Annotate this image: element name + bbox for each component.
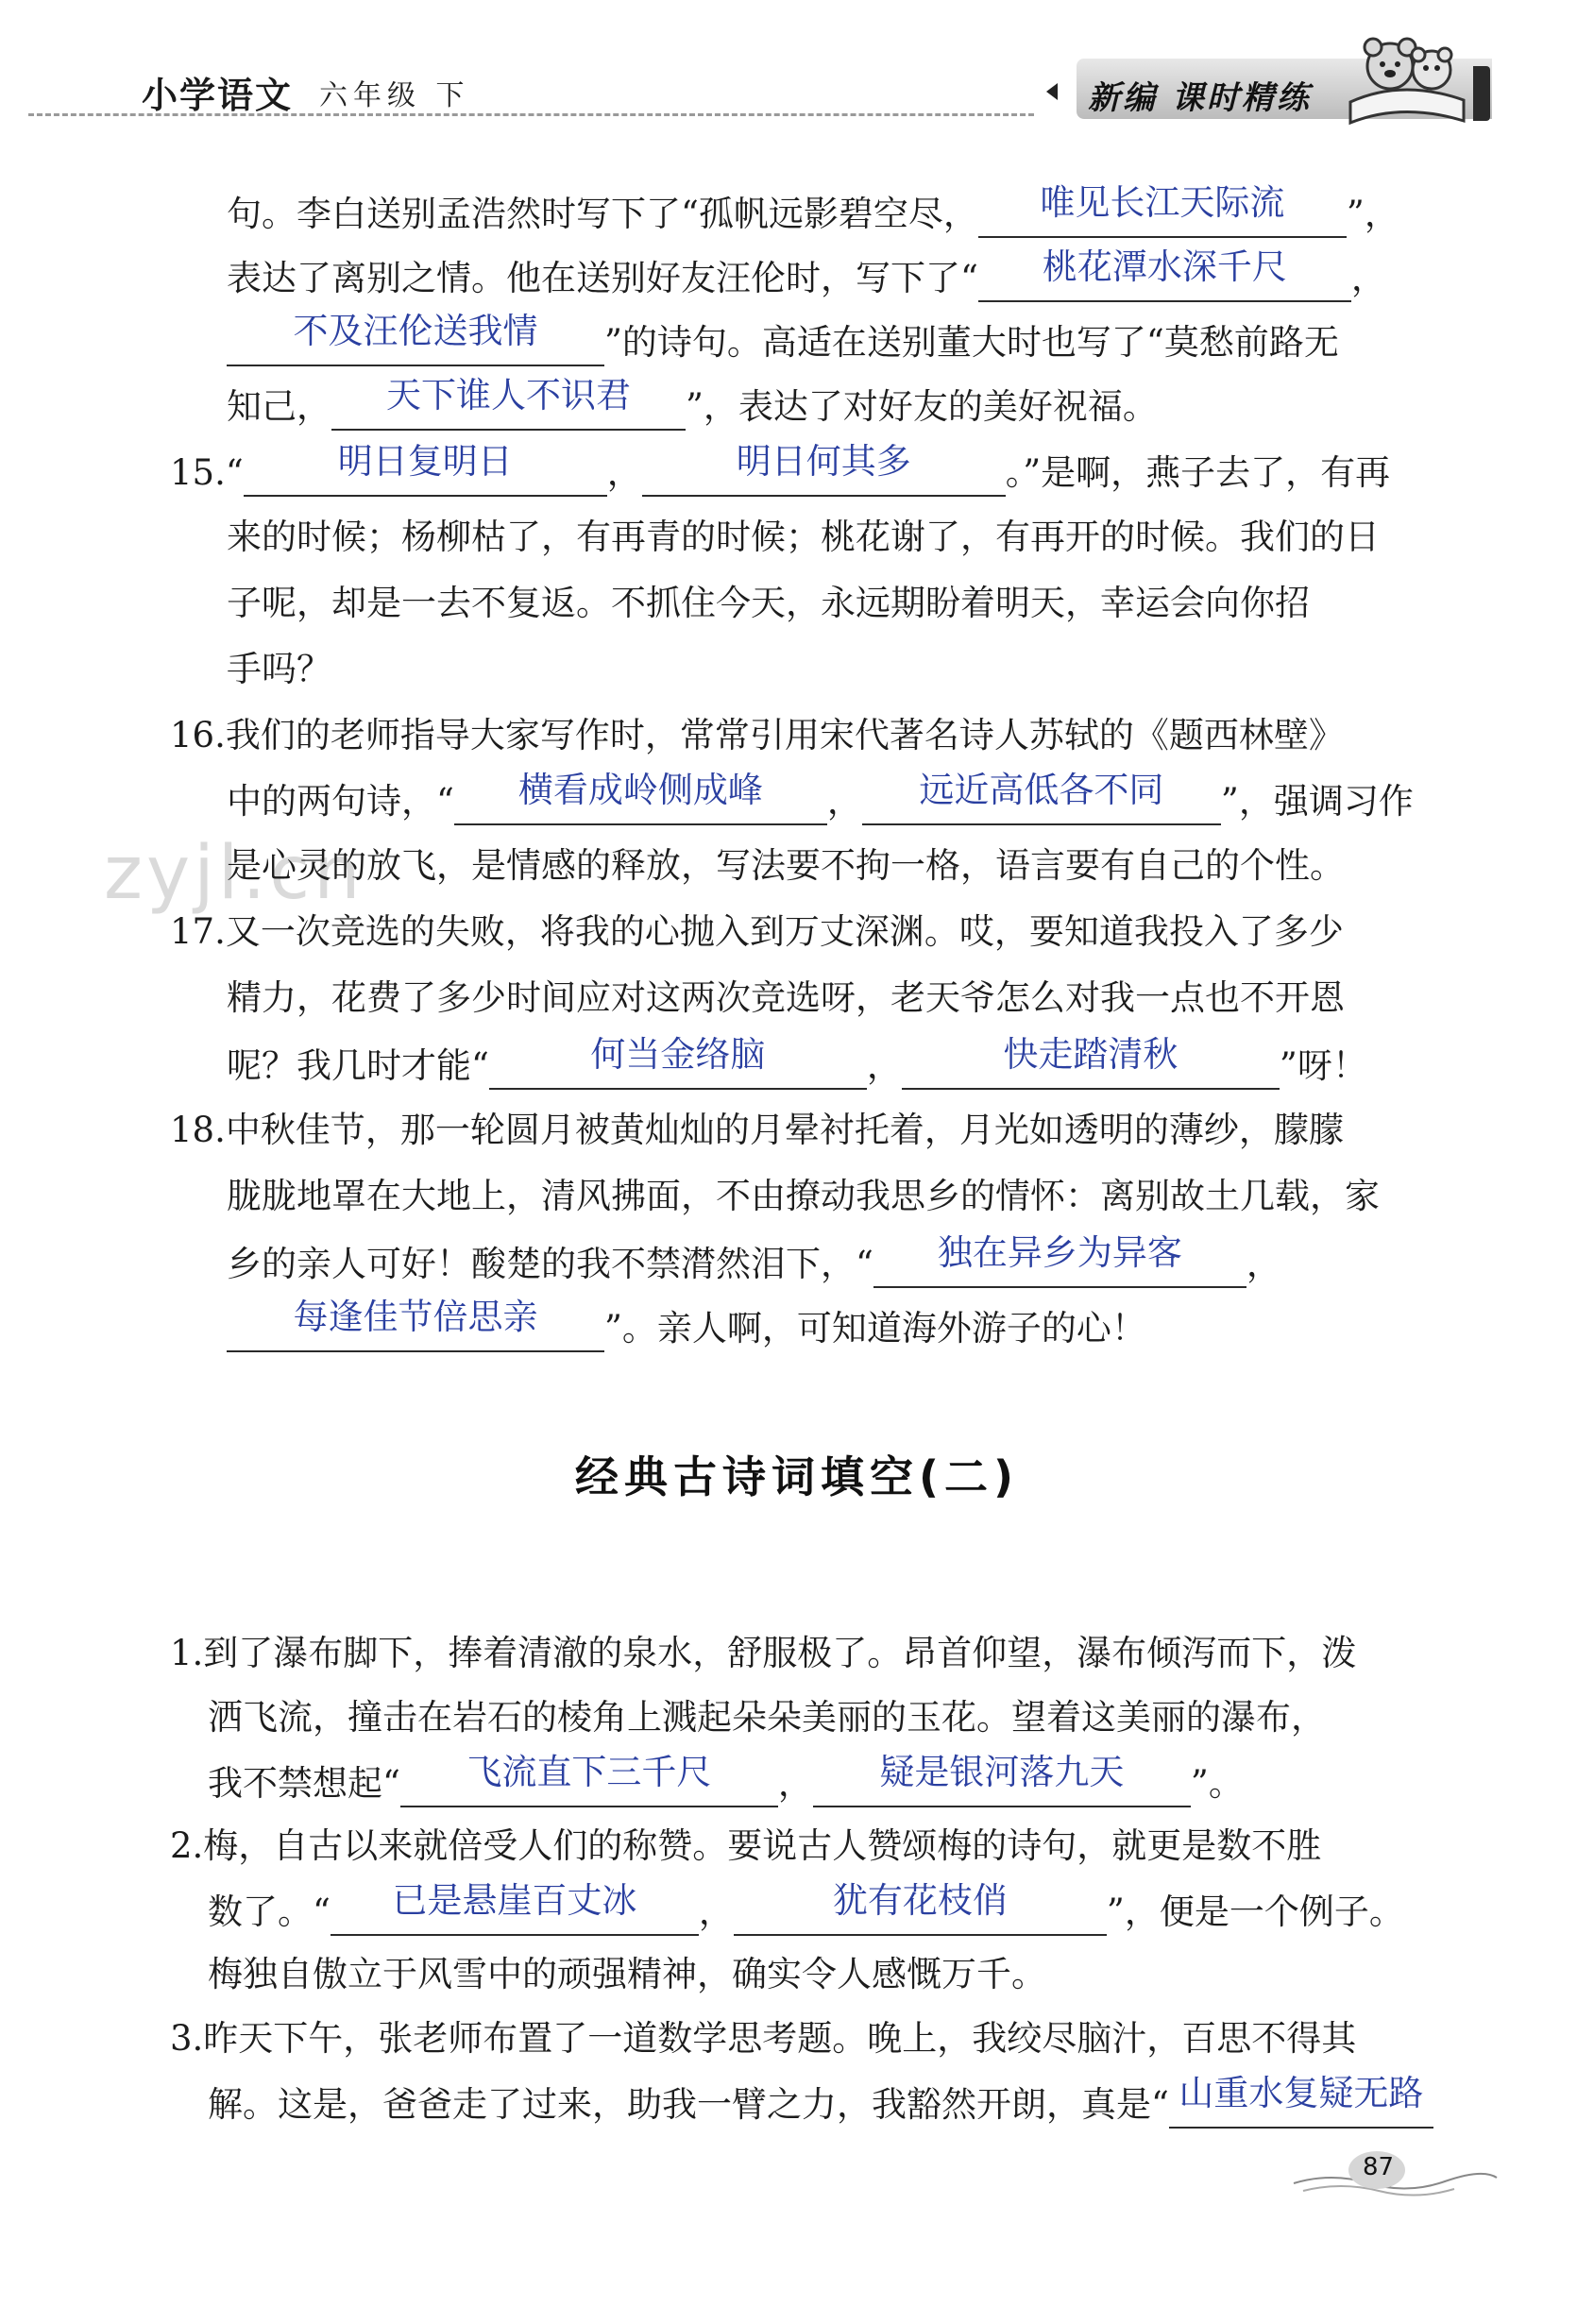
handwritten-answer: 何当金络脑 [590,1034,766,1075]
text-line [227,646,331,693]
answer-blank[interactable] [642,441,1006,497]
question-text: 乡的亲人可好！酸楚的我不禁潸然泪下，“ [227,1244,873,1284]
question-text: 。”是啊，燕子去了，有再 [1005,452,1391,493]
text-line [208,2073,1433,2127]
text-line [208,1951,1046,1998]
question-text: ， [698,1891,734,1932]
text-line [227,375,1158,429]
question-text: 3.昨天下午，张老师布置了一道数学思考题。晚上，我绞尽脑汁，百思不得其 [170,2018,1357,2059]
subject-title: 小学语文 [142,75,294,116]
question-text: ， [1246,1244,1281,1284]
handwritten-answer: 山重水复疑无路 [1179,2073,1424,2113]
question-text: 解。这是，爸爸走了过来，助我一臂之力，我豁然开朗，真是“ [208,2084,1169,2125]
page-number: 87 [1363,2153,1395,2181]
answer-blank[interactable] [244,441,607,497]
question-text: 呢？我几时才能“ [227,1045,489,1086]
question-text: ”，便是一个例子。 [1106,1891,1404,1932]
question-text: 子呢，却是一去不复返。不抓住今天，永远期盼着明天，幸运会向你招 [227,583,1310,623]
text-line [227,246,1386,300]
answer-blank[interactable] [400,1752,778,1807]
question-text: ”，表达了对好友的美好祝福。 [686,386,1158,427]
handwritten-answer: 不及汪伦送我情 [293,311,538,351]
question-text: ”，强调习作 [1220,781,1414,822]
question-text: ， [777,1763,813,1804]
text-line [227,1173,1380,1220]
question-text: 知己， [227,386,331,427]
answer-blank[interactable] [489,1034,867,1090]
text-line [227,182,1399,236]
text-line [208,1880,1404,1934]
answer-blank[interactable] [454,770,827,825]
answer-blank[interactable] [734,1880,1107,1936]
handwritten-answer: 横看成岭侧成峰 [517,770,763,810]
text-line [227,1232,1281,1286]
handwritten-answer: 快走踏清秋 [1003,1034,1179,1075]
handwritten-answer: 已是悬崖百丈冰 [392,1880,637,1921]
text-line [170,1823,1321,1870]
handwritten-answer: 明日复明日 [337,441,513,482]
text-line [227,580,1310,627]
question-text: 来的时候；杨柳枯了，有再青的时候；桃花谢了，有再开的时候。我们的日 [227,517,1380,557]
question-text: 数了。“ [208,1891,331,1932]
text-line [227,770,1414,823]
handwritten-answer: 每逢佳节倍思亲 [293,1297,538,1337]
text-line [170,908,1344,956]
question-text: ”。 [1190,1763,1244,1804]
answer-blank[interactable] [227,1297,604,1352]
answer-blank[interactable] [902,1034,1280,1090]
answer-blank[interactable] [1169,2073,1433,2129]
question-text: 2.梅，自古以来就倍受人们的称赞。要说古人赞颂梅的诗句，就更是数不胜 [170,1825,1322,1866]
question-text: ”呀！ [1279,1045,1367,1086]
answer-blank[interactable] [227,311,604,366]
question-text: ”。亲人啊，可知道海外游子的心！ [604,1308,1146,1349]
question-text: 精力，花费了多少时间应对这两次竞选呀，老天爷怎么对我一点也不开恩 [227,977,1345,1018]
handwritten-answer: 唯见长江天际流 [1040,182,1285,223]
answer-blank[interactable] [862,770,1221,825]
question-text: ， [866,1045,902,1086]
question-text: 句。李白送别孟浩然时写下了“孤帆远影碧空尽， [227,194,978,234]
handwritten-answer: 疑是银河落九天 [879,1752,1125,1792]
question-text: ”的诗句。高适在送别董大时也写了“莫愁前路无 [604,322,1339,363]
handwritten-answer: 远近高低各不同 [919,770,1164,810]
question-text: 17.又一次竞选的失败，将我的心抛入到万丈深渊。哎，要知道我投入了多少 [170,911,1344,952]
question-text: 中的两句诗，“ [227,781,454,822]
grade-label: 六年级 下 [319,79,470,112]
text-line [227,1297,1146,1350]
answer-blank[interactable] [813,1752,1191,1807]
handwritten-answer: 桃花潭水深千尺 [1042,246,1287,287]
text-line [170,1630,1356,1677]
brand-label: 新编 课时精练 [1088,79,1312,117]
handwritten-answer: 独在异乡为异客 [937,1232,1182,1273]
question-text: 16.我们的老师指导大家写作时，常常引用宋代著名诗人苏轼的《题西林壁》 [170,715,1344,755]
answer-blank[interactable] [331,1880,699,1936]
question-text: ， [826,781,862,822]
watermark: zyjl.cn [104,831,365,916]
question-text: 是心灵的放飞，是情感的释放，写法要不拘一格，语言要有自己的个性。 [227,845,1345,886]
question-text: ”， [1346,194,1399,234]
question-text: 表达了离别之情。他在送别好友汪伦时，写下了“ [227,258,978,298]
text-line [170,712,1344,759]
question-text: 我不禁想起“ [208,1763,400,1804]
text-line [170,1107,1344,1154]
question-text: 15.“ [170,452,244,493]
answer-blank[interactable] [978,182,1347,238]
question-text: 1.到了瀑布脚下，捧着清澈的泉水，舒服极了。昂首仰望，瀑布倾泻而下，泼 [170,1633,1357,1673]
section-title: 经典古诗词填空(二) [574,1451,1020,1502]
question-text: ， [1350,258,1386,298]
text-line [170,441,1391,495]
answer-blank[interactable] [873,1232,1246,1288]
handwritten-answer: 明日何其多 [736,441,911,482]
answer-blank[interactable] [978,246,1351,302]
handwritten-answer: 飞流直下三千尺 [466,1752,712,1792]
question-text: 胧胧地罩在大地上，清风拂面，不由撩动我思乡的情怀：离别故土几载，家 [227,1176,1380,1216]
text-line [227,1034,1367,1088]
handwritten-answer: 犹有花枝俏 [832,1880,1008,1921]
question-text: 18.中秋佳节，那一轮圆月被黄灿灿的月晕衬托着，月光如透明的薄纱，朦朦 [170,1110,1344,1150]
text-line [208,1694,1326,1741]
answer-blank[interactable] [331,375,686,431]
text-line [227,311,1339,365]
question-text: ， [606,452,642,493]
question-text: 梅独自傲立于风雪中的顽强精神，确实令人感慨万千。 [208,1954,1046,1994]
text-line [227,842,1345,890]
text-line [208,1752,1244,1806]
text-line [170,2015,1356,2062]
handwritten-answer: 天下谁人不识君 [386,375,631,416]
text-line [227,514,1380,561]
text-line [227,975,1345,1022]
question-text: 洒飞流，撞击在岩石的棱角上溅起朵朵美丽的玉花。望着这美丽的瀑布， [208,1697,1326,1738]
question-text: 手吗？ [227,649,331,689]
